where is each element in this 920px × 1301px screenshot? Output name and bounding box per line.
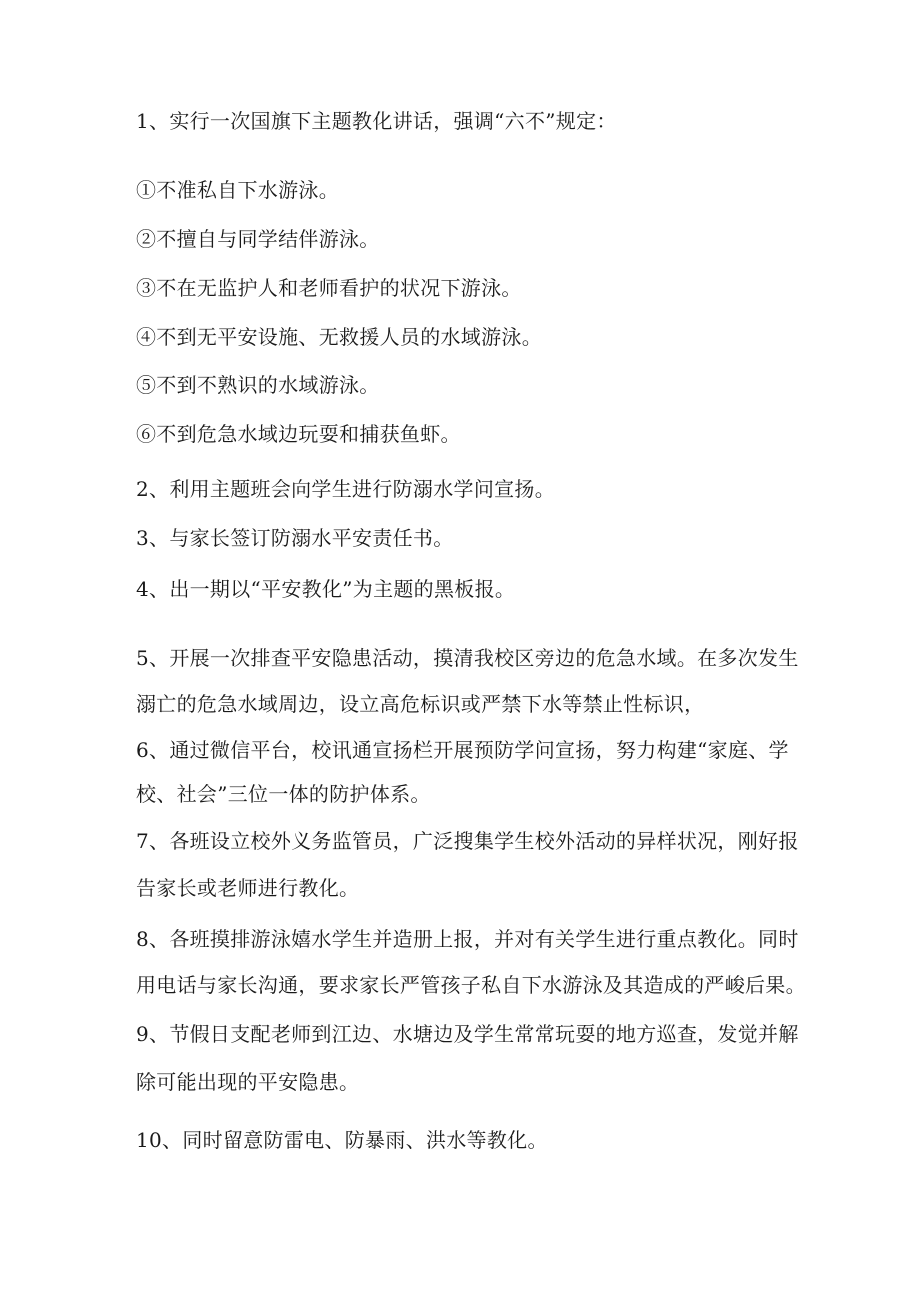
text-line-item-3: 3、与家长签订防溺水平安责任书。: [136, 526, 454, 550]
text-line-rule-5: ⑤不到不熟识的水域游泳。: [136, 373, 380, 397]
text-line-rule-4: ④不到无平安设施、无救援人员的水域游泳。: [136, 325, 542, 349]
text-line-item-2: 2、利用主题班会向学生进行防溺水学问宣扬。: [136, 477, 556, 501]
text-line-item-1: 1、实行一次国旗下主题教化讲话，强调“六不”规定：: [136, 109, 617, 133]
text-line-rule-3: ③不在无监护人和老师看护的状况下游泳。: [136, 276, 522, 300]
text-line-item-9b: 除可能出现的平安隐患。: [136, 1070, 360, 1094]
text-line-item-9a: 9、节假日支配老师到江边、水塘边及学生常常玩耍的地方巡查，发觉并解: [136, 1022, 799, 1046]
text-line-rule-1: ①不准私自下水游泳。: [136, 178, 339, 202]
text-line-item-10: 10、同时留意防雷电、防暴雨、洪水等教化。: [136, 1128, 548, 1152]
text-line-item-8a: 8、各班摸排游泳嬉水学生并造册上报，并对有关学生进行重点教化。同时: [136, 927, 799, 951]
text-line-rule-6: ⑥不到危急水域边玩耍和捕获鱼虾。: [136, 422, 461, 446]
text-line-rule-2: ②不擅自与同学结伴游泳。: [136, 227, 380, 251]
text-line-item-6b: 校、社会”三位一体的防护体系。: [136, 782, 431, 806]
text-line-item-5b: 溺亡的危急水域周边，设立高危标识或严禁下水等禁止性标识，: [136, 692, 705, 716]
text-line-item-8b: 用电话与家长沟通，要求家长严管孩子私自下水游泳及其造成的严峻后果。: [136, 973, 806, 997]
text-line-item-6a: 6、通过微信平台，校讯通宣扬栏开展预防学问宣扬，努力构建“家庭、学: [136, 738, 789, 762]
text-line-item-7b: 告家长或老师进行教化。: [136, 876, 360, 900]
text-line-item-7a: 7、各班设立校外义务监管员，广泛搜集学生校外活动的异样状况，刚好报: [136, 829, 799, 853]
text-line-item-4: 4、出一期以“平安教化”为主题的黑板报。: [136, 577, 516, 601]
text-line-item-5a: 5、开展一次排查平安隐患活动，摸清我校区旁边的危急水域。在多次发生: [136, 646, 799, 670]
